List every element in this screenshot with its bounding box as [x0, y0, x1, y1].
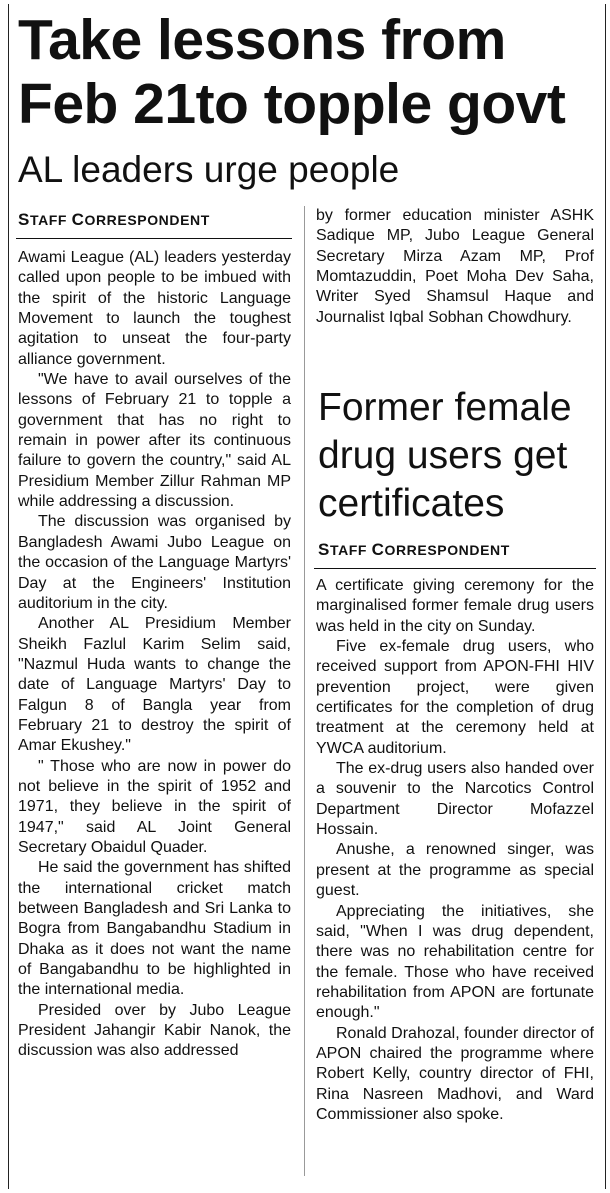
story1-paragraph: Another AL Presidium Member Sheikh Fazlul Karim Selim said, "Nazmul Huda wants to change the date of Language Martyrs' Day to Falgun 8 of Bangla year from February 21 to destroy the spirit of Amar Ekushey.": [18, 615, 291, 755]
story2-headline: Former female drug users get certificates: [318, 386, 572, 525]
story1-headline-line2: Feb 21to topple govt: [18, 72, 566, 136]
story1-continuation-column: [316, 206, 594, 328]
story1-headline-line1: Take lessons from: [18, 8, 506, 72]
story1-paragraph: " Those who are now in power do not believe in the spirit of 1952 and 1971, they believe in the spirit of 1947," said AL Joint General Secretary Obaidul Quader.: [18, 757, 291, 856]
story2-paragraph: Appreciating the initiatives, she said, "When I was drug dependent, there was no rehabilitation centre for the female. Those who have received rehabilitation from APON are fortunate enough.": [316, 902, 594, 1022]
byline-rule: [16, 238, 292, 239]
story1-body-column: [18, 248, 291, 1062]
story1-paragraph: He said the government has shifted the international cricket match between Bangladesh and Sri Lanka to Bogra from Bangabandhu Stadium in Dhaka as it does not want the name of Bangabandhu to be highlighted in the international media.: [18, 859, 291, 999]
story1-headline: [18, 8, 598, 136]
story2-paragraph: The ex-drug users also handed over a souvenir to the Narcotics Control Department Director Mofazzel Hossain.: [316, 760, 594, 839]
story1-continuation: by former education minister ASHK Sadique MP, Jubo League General Secretary Mirza Azam MP, Prof Momtazuddin, Poet Moha Dev Saha, Writer Syed Shamsul Haque and Journalist Iqbal Sobhan Chowdhury.: [316, 207, 594, 326]
story2-paragraph: Ronald Drahozal, founder director of APON chaired the programme where Robert Kelly, country director of FHI, Rina Nasreen Madhovi, and Ward Commissioner also spoke.: [316, 1024, 594, 1123]
story1-subheadline: AL leaders urge people: [18, 149, 400, 190]
story1-paragraph: The discussion was organised by Bangladesh Awami Jubo League on the occasion of the Language Martyrs' Day at the Engineers' Institution auditorium in the city.: [18, 513, 291, 612]
column-divider: [304, 206, 305, 1176]
story1-paragraph: Presided over by Jubo League President Jahangir Kabir Nanok, the discussion was also addressed: [18, 1001, 291, 1060]
story1-paragraph: "We have to avail ourselves of the lessons of February 21 to topple a government that has no right to remain in power after its continuous failure to govern the country," said AL Presidium Member Zillur Rahman MP while addressing a discussion.: [18, 371, 291, 511]
byline-initial: S: [18, 210, 30, 229]
story2-paragraph: Five ex-female drug users, who received support from APON-FHI HIV prevention project, were given certificates for the completion of drug treatment at the ceremony held at YWCA auditorium.: [316, 638, 594, 757]
story2-body-column: [316, 576, 594, 1125]
story2-byline: [318, 540, 510, 560]
byline-part: ORRESPONDENT: [84, 212, 210, 228]
story2-paragraph: Anushe, a renowned singer, was present at the programme as special guest.: [316, 841, 594, 900]
byline-part: TAFF: [329, 542, 372, 558]
byline-initial: S: [318, 540, 330, 559]
story2-paragraph: A certificate giving ceremony for the marginalised former female drug users was held in the city on Sunday.: [316, 577, 594, 635]
story1-byline: [18, 210, 210, 230]
byline-initial: C: [371, 540, 385, 559]
byline-rule: [314, 568, 596, 569]
story1-paragraph: Awami League (AL) leaders yesterday called upon people to be imbued with the spirit of the historic Language Movement to launch the toughest agitation to unseat the four-party alliance government.: [18, 249, 291, 368]
byline-part: ORRESPONDENT: [384, 542, 510, 558]
byline-part: TAFF: [29, 212, 72, 228]
byline-initial: C: [71, 210, 85, 229]
